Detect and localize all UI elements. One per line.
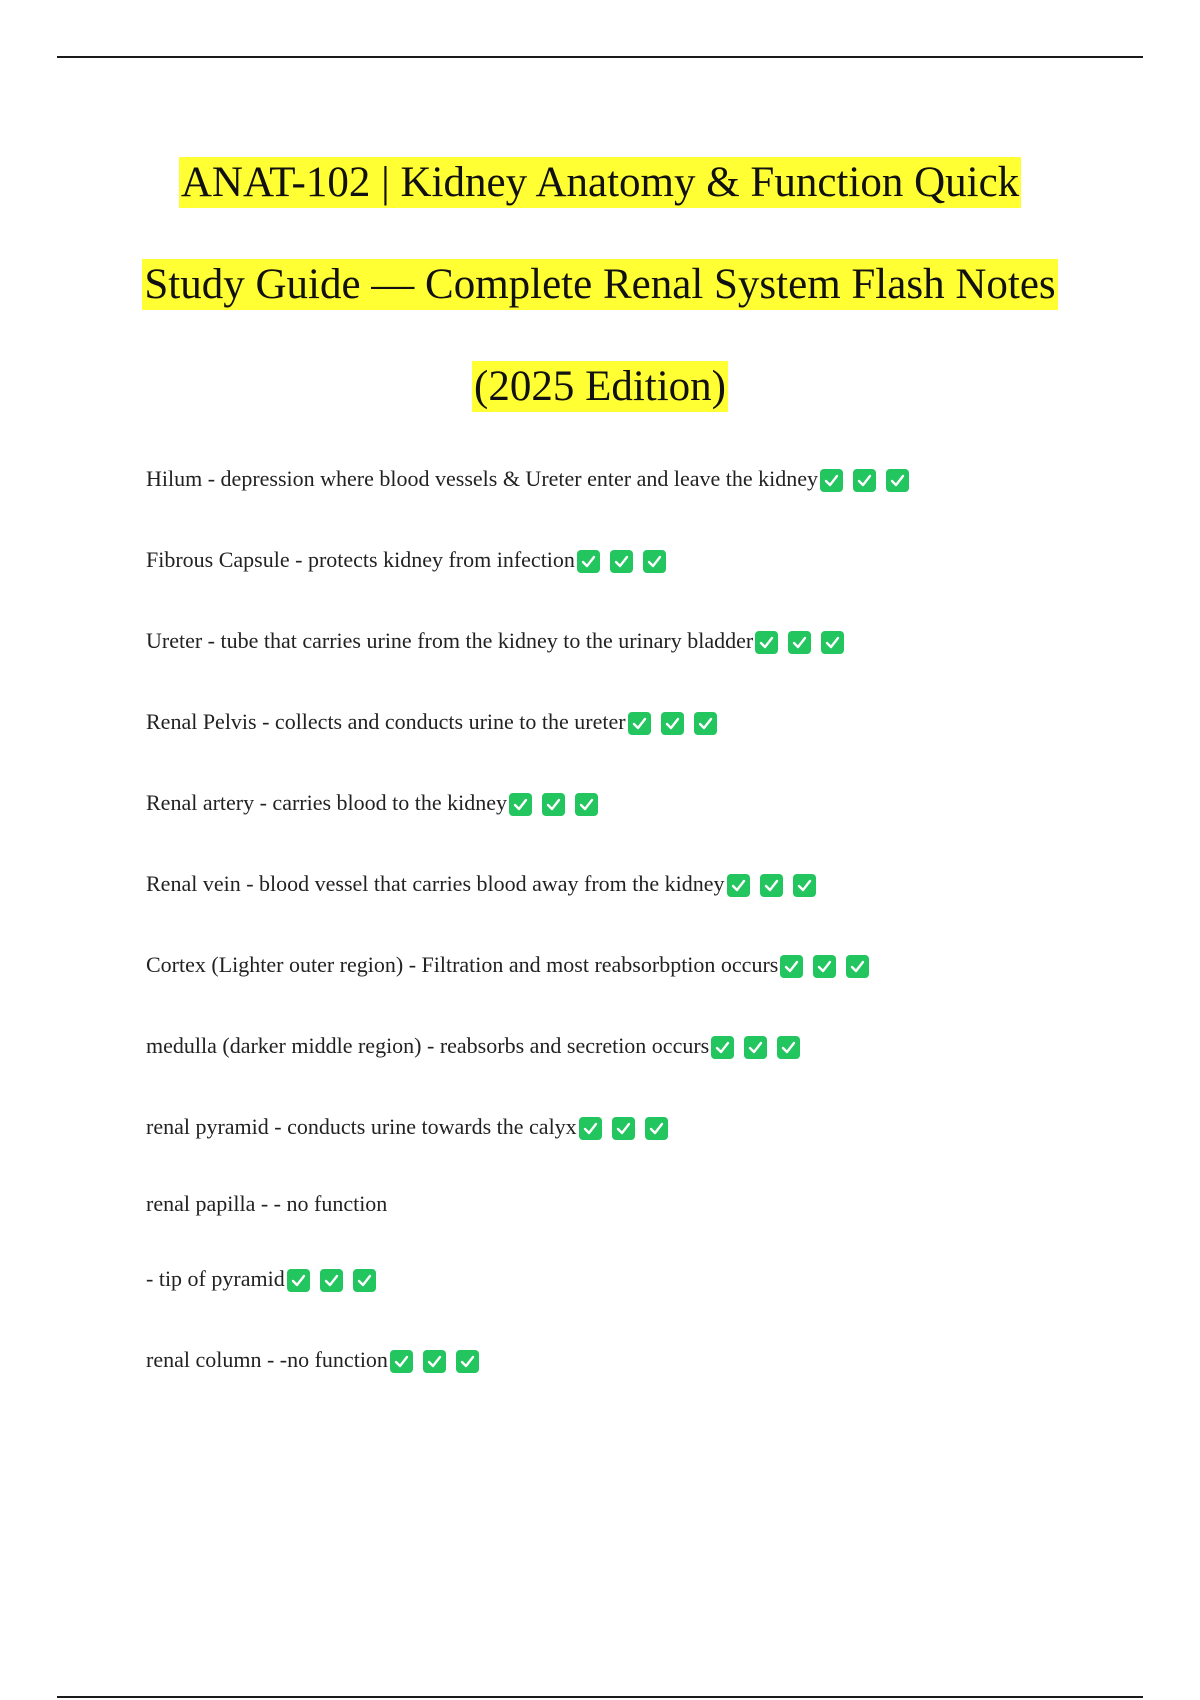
note-text: Renal artery - carries blood to the kidney xyxy=(146,789,508,815)
note-text: Ureter - tube that carries urine from the kidney to the urinary bladder xyxy=(146,627,754,653)
check-marks xyxy=(711,1031,810,1061)
green-checkmark-icon xyxy=(755,631,778,654)
green-checkmark-icon xyxy=(727,874,750,897)
green-checkmark-icon xyxy=(694,712,717,735)
green-checkmark-icon xyxy=(456,1350,479,1373)
green-checkmark-icon xyxy=(628,712,651,735)
check-marks xyxy=(287,1264,386,1294)
green-checkmark-icon xyxy=(744,1036,767,1059)
bottom-rule xyxy=(57,1696,1143,1698)
top-rule xyxy=(57,56,1143,58)
note-text: Cortex (Lighter outer region) - Filtration and most reabsorbption occurs xyxy=(146,951,779,977)
green-checkmark-icon xyxy=(579,1117,602,1140)
note-item xyxy=(146,1029,810,1059)
green-checkmark-icon xyxy=(643,550,666,573)
note-text: Fibrous Capsule - protects kidney from infection xyxy=(146,546,575,572)
title-line-3: (2025 Edition) xyxy=(474,363,726,410)
title-line-2: Study Guide — Complete Renal System Flash Notes xyxy=(144,261,1056,308)
note-text: renal papilla - - no function xyxy=(146,1190,388,1216)
green-checkmark-icon xyxy=(853,469,876,492)
note-text: renal column - -no function xyxy=(146,1346,388,1372)
note-item xyxy=(146,543,676,573)
green-checkmark-icon xyxy=(821,631,844,654)
note-item xyxy=(146,624,854,654)
note-text: Hilum - depression where blood vessels & Ureter enter and leave the kidney xyxy=(146,465,819,491)
note-item xyxy=(146,1343,489,1373)
check-marks xyxy=(780,950,879,980)
title-line-1: ANAT-102 | Kidney Anatomy & Function Quick xyxy=(180,159,1020,206)
green-checkmark-icon xyxy=(793,874,816,897)
check-marks xyxy=(820,464,919,494)
green-checkmark-icon xyxy=(287,1269,310,1292)
green-checkmark-icon xyxy=(777,1036,800,1059)
check-marks xyxy=(509,788,608,818)
note-item xyxy=(146,1110,678,1140)
document-title xyxy=(0,132,1200,438)
note-item xyxy=(146,867,826,897)
check-marks xyxy=(628,707,727,737)
green-checkmark-icon xyxy=(542,793,565,816)
green-checkmark-icon xyxy=(320,1269,343,1292)
note-text: Renal Pelvis - collects and conducts urine to the ureter xyxy=(146,708,626,734)
green-checkmark-icon xyxy=(353,1269,376,1292)
note-item xyxy=(146,786,608,816)
green-checkmark-icon xyxy=(390,1350,413,1373)
green-checkmark-icon xyxy=(509,793,532,816)
note-item xyxy=(146,1187,387,1217)
green-checkmark-icon xyxy=(813,955,836,978)
note-item xyxy=(146,462,919,492)
note-text: Renal vein - blood vessel that carries blood away from the kidney xyxy=(146,870,725,896)
check-marks xyxy=(577,545,676,575)
green-checkmark-icon xyxy=(846,955,869,978)
green-checkmark-icon xyxy=(780,955,803,978)
note-text: - tip of pyramid xyxy=(146,1265,285,1291)
green-checkmark-icon xyxy=(820,469,843,492)
green-checkmark-icon xyxy=(577,550,600,573)
green-checkmark-icon xyxy=(760,874,783,897)
note-item xyxy=(146,1262,386,1292)
green-checkmark-icon xyxy=(645,1117,668,1140)
green-checkmark-icon xyxy=(612,1117,635,1140)
green-checkmark-icon xyxy=(711,1036,734,1059)
check-marks xyxy=(390,1345,489,1375)
green-checkmark-icon xyxy=(575,793,598,816)
note-item xyxy=(146,705,727,735)
note-text: medulla (darker middle region) - reabsorbs and secretion occurs xyxy=(146,1032,710,1058)
green-checkmark-icon xyxy=(661,712,684,735)
green-checkmark-icon xyxy=(423,1350,446,1373)
green-checkmark-icon xyxy=(886,469,909,492)
check-marks xyxy=(727,869,826,899)
check-marks xyxy=(755,626,854,656)
check-marks xyxy=(579,1112,678,1142)
note-text: renal pyramid - conducts urine towards the calyx xyxy=(146,1113,577,1139)
green-checkmark-icon xyxy=(610,550,633,573)
note-item xyxy=(146,948,879,978)
green-checkmark-icon xyxy=(788,631,811,654)
